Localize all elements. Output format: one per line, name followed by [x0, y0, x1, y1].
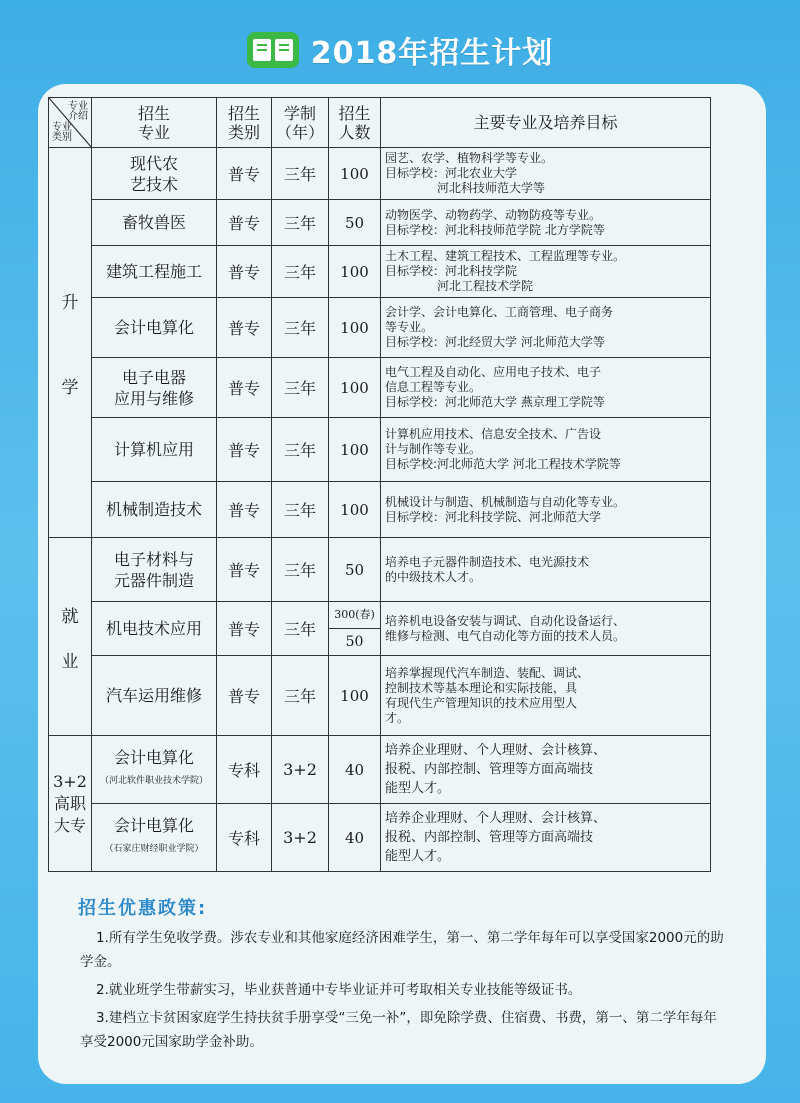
duration: 三年	[272, 148, 329, 200]
goal	[381, 804, 711, 872]
goal-line: 能型人才。	[385, 781, 451, 796]
goal	[381, 602, 711, 656]
duration: 3+2	[272, 736, 329, 804]
table-row	[49, 246, 711, 298]
goal-line: 目标学校：河北科技师范学院 北方学院等	[385, 222, 605, 237]
table-row	[49, 656, 711, 736]
goal	[381, 538, 711, 602]
policy-item-3	[80, 1006, 730, 1054]
goal-line: 等专业。	[385, 320, 434, 334]
goal	[381, 298, 711, 358]
goal-line: 能型人才。	[385, 849, 451, 864]
header-type: 招生 类别	[217, 98, 272, 148]
goal-line: 计与制作等专业。	[385, 442, 482, 456]
goal-line: 维修与检测、电气自动化等方面的技术人员。	[385, 628, 626, 643]
goal	[381, 736, 711, 804]
table-row	[49, 200, 711, 246]
corner-bottom-label: 专业 类别	[52, 122, 72, 143]
header	[0, 28, 800, 72]
count-autumn: 50	[345, 634, 364, 650]
goal-line: 会计学、会计电算化、工商管理、电子商务	[385, 305, 614, 319]
page-title: 2018年招生计划	[310, 36, 554, 71]
count: 100	[329, 358, 381, 418]
type: 普专	[217, 246, 272, 298]
table-row	[49, 358, 711, 418]
goal-line: 培养企业理财、个人理财、会计核算、	[385, 811, 607, 826]
count: 50	[329, 200, 381, 246]
category-gaozhi: 3+2 高职 大专	[49, 736, 92, 872]
major-name: 会计电算化	[92, 298, 217, 358]
header-duration: 学制 （年）	[272, 98, 329, 148]
table-row	[49, 804, 711, 872]
type: 普专	[217, 602, 272, 656]
major-name: 机械制造技术	[92, 482, 217, 538]
count: 100	[329, 148, 381, 200]
type: 普专	[217, 538, 272, 602]
type: 专科	[217, 804, 272, 872]
goal-line: 培养企业理财、个人理财、会计核算、	[385, 743, 607, 758]
table-row	[49, 482, 711, 538]
major-name: 会计电算化	[113, 748, 194, 767]
major-name: 畜牧兽医	[92, 200, 217, 246]
goal-line: 机械设计与制造、机械制造与自动化等专业。	[385, 494, 626, 509]
header-row	[49, 98, 711, 148]
header-count: 招生 人数	[329, 98, 381, 148]
goal-line: 土木工程、建筑工程技术、工程监理等专业。	[385, 249, 626, 263]
goal-line: 培养电子元器件制造技术、电光源技术	[385, 554, 590, 569]
count: 50	[329, 538, 381, 602]
type: 普专	[217, 200, 272, 246]
duration: 三年	[272, 656, 329, 736]
policy-text: 3.建档立卡贫困家庭学生持扶贫手册享受“三免一补”，即免除学费、住宿费、书费，第一、第二学年每年享受2000元国家助学金补助。	[80, 1010, 717, 1050]
type: 专科	[217, 736, 272, 804]
goal-line: 目标学校:河北师范大学 河北工程技术学院等	[385, 457, 621, 471]
count: 100	[329, 418, 381, 482]
open-book-icon	[247, 32, 299, 68]
goal-line: 有现代生产管理知识的技术应用型人	[385, 695, 578, 710]
partner-school: （河北软件职业技术学院）	[99, 776, 208, 786]
duration: 三年	[272, 602, 329, 656]
major-cell	[92, 736, 217, 804]
major-name: 现代农 艺技术	[92, 148, 217, 200]
count-spring: 300(春)	[329, 602, 380, 629]
count: 100	[329, 298, 381, 358]
header-goal: 主要专业及培养目标	[381, 98, 711, 148]
corner-header	[49, 98, 92, 148]
table-row	[49, 602, 711, 656]
major-name: 机电技术应用	[92, 602, 217, 656]
goal-line: 目标学校：河北师范大学 燕京理工学院等	[385, 395, 605, 409]
goal-line: 报税、内部控制、管理等方面高端技	[385, 762, 594, 777]
count: 40	[329, 736, 381, 804]
duration: 三年	[272, 200, 329, 246]
type: 普专	[217, 148, 272, 200]
policy-item-2	[80, 978, 730, 1002]
goal	[381, 418, 711, 482]
type: 普专	[217, 482, 272, 538]
goal-line: 信息工程等专业。	[385, 380, 482, 394]
goal-line: 目标学校：河北科技学院、河北师范大学	[385, 509, 602, 524]
goal-line: 河北工程技术学院	[437, 279, 534, 293]
goal-line: 目标学校：河北科技学院	[385, 264, 518, 278]
goal	[381, 148, 711, 200]
type: 普专	[217, 656, 272, 736]
table-row	[49, 148, 711, 200]
count: 100	[329, 246, 381, 298]
policy-text: 2.就业班学生带薪实习，毕业获普通中专毕业证并可考取相关专业技能等级证书。	[96, 982, 582, 998]
count-split	[329, 602, 381, 656]
duration: 三年	[272, 246, 329, 298]
goal-line: 目标学校：河北农业大学	[385, 166, 518, 180]
policy-item-1	[80, 926, 730, 974]
major-name: 电子材料与 元器件制造	[92, 538, 217, 602]
category-jiu: 就 业	[49, 538, 92, 736]
count: 100	[329, 482, 381, 538]
header-major: 招生 专业	[92, 98, 217, 148]
corner-top-label: 专业 介绍	[68, 101, 88, 122]
goal-line: 才。	[385, 710, 410, 725]
goal	[381, 200, 711, 246]
goal	[381, 358, 711, 418]
table-row	[49, 298, 711, 358]
goal	[381, 246, 711, 298]
major-name: 汽车运用维修	[92, 656, 217, 736]
policy-text: 1.所有学生免收学费。涉农专业和其他家庭经济困难学生，第一、第二学年每年可以享受国家2000元的助学金。	[80, 930, 724, 970]
goal	[381, 482, 711, 538]
goal-line: 控制技术等基本理论和实际技能，具	[385, 680, 578, 695]
enrollment-table	[48, 97, 711, 872]
policy-title: 招生优惠政策:	[78, 898, 208, 919]
partner-school: （石家庄财经职业学院）	[104, 844, 204, 854]
major-name: 电子电器 应用与维修	[92, 358, 217, 418]
goal-line: 河北科技师范大学等	[437, 181, 546, 195]
duration: 三年	[272, 482, 329, 538]
duration: 三年	[272, 358, 329, 418]
major-name: 建筑工程施工	[92, 246, 217, 298]
table-row	[49, 736, 711, 804]
goal-line: 培养机电设备安装与调试、自动化设备运行、	[385, 613, 626, 628]
goal-line: 目标学校：河北经贸大学 河北师范大学等	[385, 335, 605, 349]
category-sheng: 升 学	[49, 148, 92, 538]
type: 普专	[217, 418, 272, 482]
goal-line: 电气工程及自动化、应用电子技术、电子	[385, 365, 602, 379]
goal-line: 培养掌握现代汽车制造、装配、调试、	[385, 665, 590, 680]
goal-line: 的中级技术人才。	[385, 569, 482, 584]
count: 100	[329, 656, 381, 736]
type: 普专	[217, 298, 272, 358]
goal-line: 报税、内部控制、管理等方面高端技	[385, 830, 594, 845]
table-row	[49, 538, 711, 602]
major-name: 计算机应用	[92, 418, 217, 482]
count: 40	[329, 804, 381, 872]
type: 普专	[217, 358, 272, 418]
duration: 三年	[272, 538, 329, 602]
goal-line: 园艺、农学、植物科学等专业。	[385, 151, 554, 165]
goal	[381, 656, 711, 736]
major-name: 会计电算化	[113, 816, 194, 835]
duration: 3+2	[272, 804, 329, 872]
duration: 三年	[272, 298, 329, 358]
table-row	[49, 418, 711, 482]
duration: 三年	[272, 418, 329, 482]
goal-line: 计算机应用技术、信息安全技术、广告设	[385, 427, 602, 441]
major-cell	[92, 804, 217, 872]
goal-line: 动物医学、动物药学、动物防疫等专业。	[385, 207, 602, 222]
